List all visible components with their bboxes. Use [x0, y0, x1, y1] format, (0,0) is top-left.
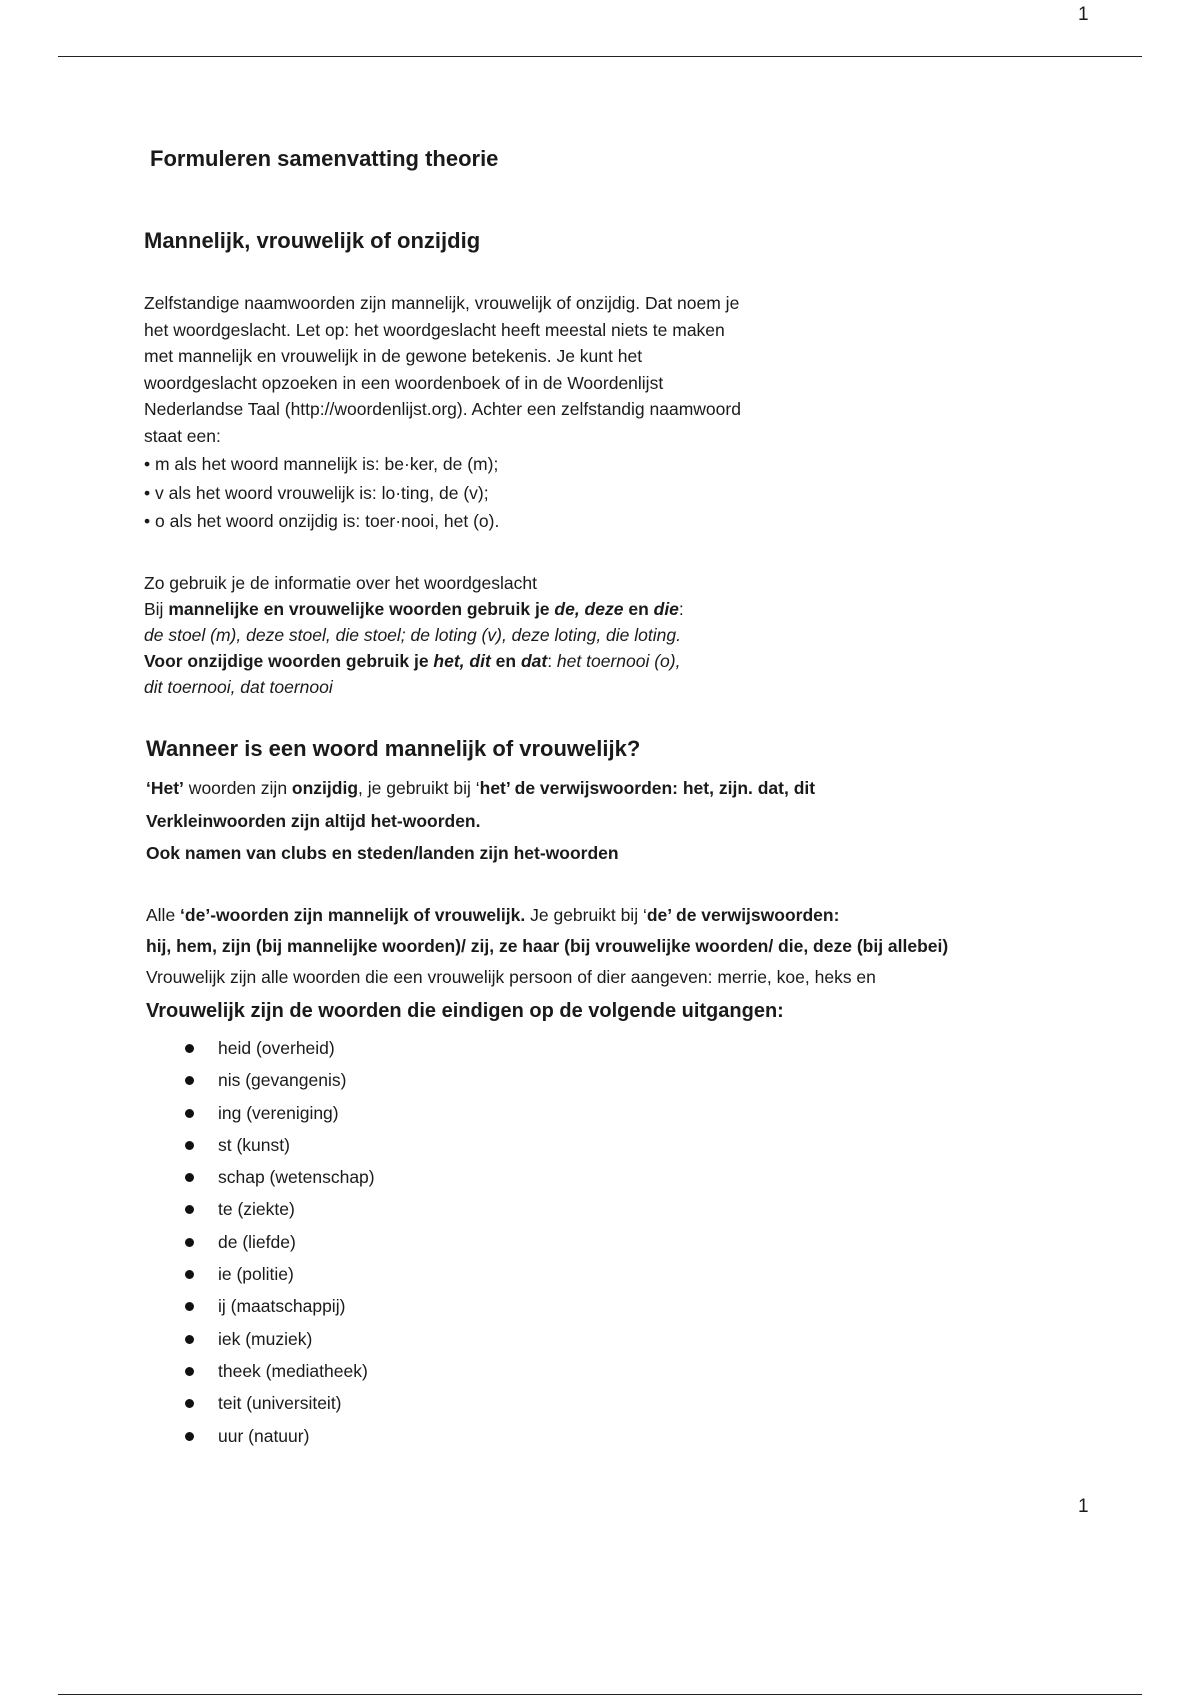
list-item: • v als het woord vrouwelijk is: lo·ting, de (v); [144, 482, 489, 503]
bullet-icon [185, 1141, 194, 1150]
bullet-icon [185, 1076, 194, 1085]
bold-text: mannelijke en vrouwelijke woorden gebruik je [168, 599, 555, 619]
suffix-text: uur (natuur) [218, 1425, 310, 1446]
intro-line: woordgeslacht opzoeken in een woordenboek of in de Woordenlijst [144, 372, 664, 393]
text: : [547, 651, 557, 671]
footer-rule [58, 1694, 1142, 1695]
bullet-icon [185, 1399, 194, 1408]
list-item [180, 1355, 375, 1387]
usage-example-het [144, 674, 904, 700]
list-item: • m als het woord mannelijk is: be·ker, de (m); [144, 454, 499, 474]
bold-text: onzijdig [291, 778, 359, 798]
header-rule [58, 56, 1142, 57]
suffix-text: ie (politie) [218, 1264, 294, 1285]
bold-text: de’ de verwijswoorden: [646, 905, 840, 925]
de-pronouns-line: hij, hem, zijn (bij mannelijke woorden)/ zij, ze haar (bij vrouwelijke woorden/ die, deze (bij allebei) [146, 936, 949, 956]
intro-line: het woordgeslacht. Let op: het woordgeslacht heeft meestal niets te maken [144, 319, 725, 340]
list-item [180, 1290, 375, 1322]
het-rules [146, 772, 815, 870]
rule-diminutives: Verkleinwoorden zijn altijd het-woorden. [146, 810, 481, 831]
bullet-icon [185, 1432, 194, 1441]
bold-text: en [490, 651, 521, 671]
suffix-text: ij (maatschappij) [218, 1296, 346, 1317]
bold-italic-text: de, deze [554, 599, 624, 619]
suffix-text: schap (wetenschap) [218, 1167, 375, 1188]
suffix-text: de (liefde) [218, 1231, 296, 1252]
bullet-icon [185, 1173, 194, 1182]
bold-text: ‘Het’ [146, 778, 184, 798]
document-title: Formuleren samenvatting theorie [150, 146, 499, 171]
list-item [180, 1129, 375, 1161]
text: Bij [144, 599, 169, 619]
usage-example-de [144, 622, 904, 648]
bullet-icon [185, 1205, 194, 1214]
section-heading-gender: Mannelijk, vrouwelijk of onzijdig [144, 228, 481, 253]
list-item [180, 1258, 375, 1290]
usage-line-het [144, 648, 904, 674]
section-heading-when: Wanneer is een woord mannelijk of vrouwelijk? [146, 736, 641, 761]
bold-text: en [623, 599, 654, 619]
suffix-text: nis (gevangenis) [218, 1070, 347, 1091]
bullet-icon [185, 1238, 194, 1247]
bold-italic-text: die [653, 599, 679, 619]
suffix-text: te (ziekte) [218, 1199, 295, 1220]
text: Je gebruikt bij ‘ [525, 905, 647, 925]
list-item: • o als het woord onzijdig is: toer·nooi, het (o). [144, 511, 500, 531]
list-item [180, 1097, 375, 1129]
intro-paragraph [144, 290, 864, 449]
bold-italic-text: het, dit [433, 651, 491, 671]
suffix-list [180, 1032, 375, 1452]
page-number-top: 1 [1078, 4, 1089, 25]
bold-text: ‘de’-woorden zijn mannelijk of vrouwelijk. [180, 905, 526, 925]
bullet-icon [185, 1270, 194, 1279]
list-item [180, 1161, 375, 1193]
bullet-icon [185, 1302, 194, 1311]
text: Alle [146, 905, 181, 925]
bold-text: het’ de verwijswoorden: het, zijn. dat, dit [479, 778, 816, 798]
intro-line: met mannelijk en vrouwelijk in de gewone betekenis. Je kunt het [144, 346, 643, 366]
rule-het [146, 772, 815, 805]
bullet-icon [185, 1044, 194, 1053]
text: : [678, 599, 684, 619]
intro-line: Nederlandse Taal (http://woordenlijst.org). Achter een zelfstandig naamwoord [144, 399, 741, 419]
suffix-text: iek (muziek) [218, 1328, 313, 1349]
text: woorden zijn [183, 778, 292, 798]
de-words-line [146, 900, 948, 931]
suffix-text: theek (mediatheek) [218, 1360, 368, 1381]
suffix-text: ing (vereniging) [218, 1102, 339, 1123]
bullet-icon [185, 1335, 194, 1344]
bold-italic-text: dat [520, 651, 548, 671]
italic-text: dit toernooi, dat toernooi [144, 677, 333, 697]
intro-line: Zelfstandige naamwoorden zijn mannelijk, vrouwelijk of onzijdig. Dat noem je [144, 293, 740, 313]
bullet-icon [185, 1109, 194, 1118]
usage-intro: Zo gebruik je de informatie over het woordgeslacht [144, 573, 537, 593]
feminine-suffix-heading: Vrouwelijk zijn de woorden die eindigen op de volgende uitgangen: [146, 1000, 784, 1022]
italic-text: de stoel (m), deze stoel, die stoel; de loting (v), deze loting, die loting. [144, 625, 681, 645]
usage-block [144, 570, 904, 700]
text: , je gebruikt bij ‘ [358, 778, 480, 798]
bullet-icon [185, 1367, 194, 1376]
suffix-text: teit (universiteit) [218, 1393, 342, 1414]
list-item [180, 1064, 375, 1096]
list-item [180, 1387, 375, 1419]
feminine-persons-line: Vrouwelijk zijn alle woorden die een vrouwelijk persoon of dier aangeven: merrie, koe, heks en [146, 967, 876, 987]
usage-line-de [144, 596, 904, 622]
list-item [180, 1420, 375, 1452]
suffix-text: heid (overheid) [218, 1038, 335, 1058]
list-item [180, 1032, 375, 1064]
list-item [180, 1226, 375, 1258]
italic-text: het toernooi (o), [556, 651, 681, 671]
rule-clubs-cities: Ook namen van clubs en steden/landen zijn het-woorden [146, 843, 619, 863]
bold-text: Voor onzijdige woorden gebruik je [144, 651, 434, 671]
list-item [180, 1323, 375, 1355]
page-number-bottom: 1 [1078, 1496, 1089, 1517]
intro-line: staat een: [144, 425, 221, 446]
gender-marker-list [144, 450, 499, 536]
list-item [180, 1193, 375, 1225]
de-words-block [146, 900, 948, 993]
suffix-text: st (kunst) [218, 1134, 290, 1155]
